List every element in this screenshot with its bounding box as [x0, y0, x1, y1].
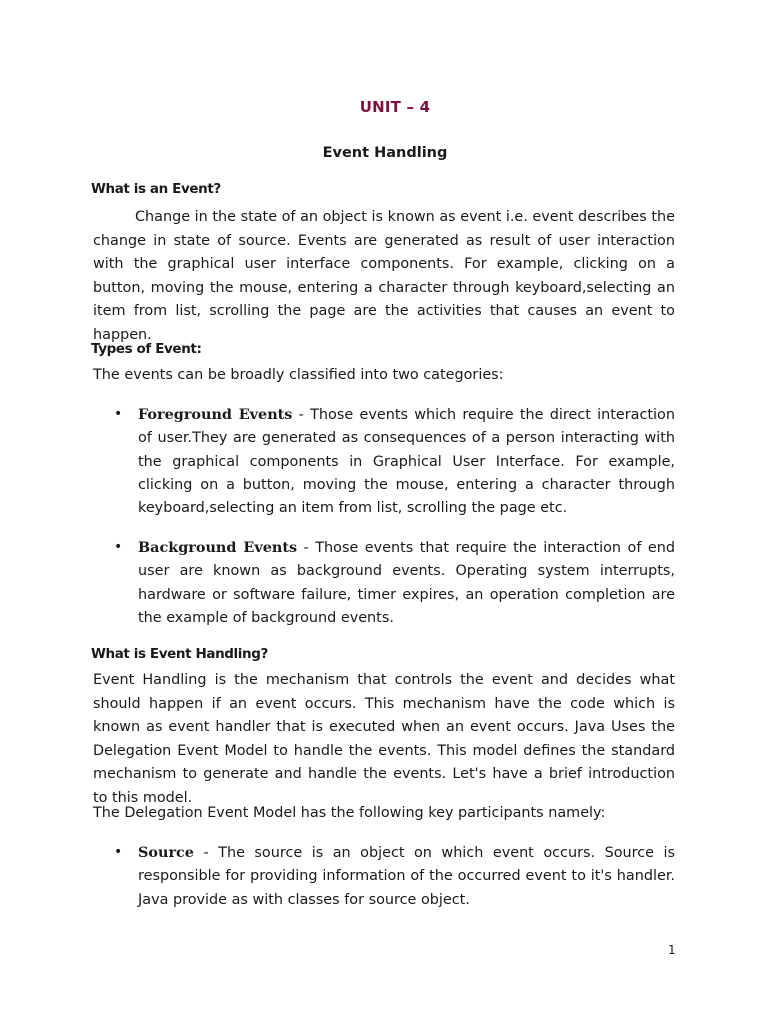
bullet-background-events: [114, 536, 675, 630]
paragraph-types-intro: The events can be broadly classified into two categories:: [93, 367, 504, 383]
unit-title: UNIT – 4: [359, 98, 431, 116]
heading-what-is-event: What is an Event?: [91, 181, 221, 197]
bullet-text: [138, 536, 675, 630]
bullet-dot: •: [114, 406, 123, 422]
bullet-source: [114, 841, 675, 912]
bullet-term-source: Source: [138, 844, 194, 861]
paragraph-what-is-event: Change in the state of an object is known as event i.e. event describes the change in state of source. Events are generated as result of user interaction with the graphical user interface components. For example, clicking on a button, moving the mouse, entering a character through keyboard,selecting an item from list, scrolling the page are the activities that causes an event to happen.: [93, 209, 675, 343]
bullet-foreground-events: [114, 403, 675, 520]
bullet-description-background: - Those events that require the interaction of end user are known as background events. Operating system interrupts, hardware or software failure, timer expires, an operation completion are the example of background events.: [138, 540, 675, 626]
bullet-dot: •: [114, 844, 123, 860]
paragraph-participants-intro: The Delegation Event Model has the following key participants namely:: [93, 805, 606, 821]
bullet-description-foreground: - Those events which require the direct interaction of user.They are generated as consequences of a person interacting with the graphical components in Graphical User Interface. For example, clicking on a button, moving the mouse, entering a character through keyboard,selecting an item from list, scrolling the page etc.: [138, 407, 675, 517]
bullet-term-background: Background Events: [138, 539, 298, 556]
page-number: 1: [668, 943, 676, 957]
bullet-text: [138, 841, 675, 912]
bullet-description-source: - The source is an object on which event occurs. Source is responsible for providing information of the occurred event to it's handler. Java provide as with classes for source object.: [138, 845, 675, 908]
bullet-term-foreground: Foreground Events: [138, 406, 293, 423]
bullet-text: [138, 403, 675, 520]
document-title: Event Handling: [322, 145, 448, 161]
bullet-dot: •: [114, 539, 123, 555]
heading-types-of-event: Types of Event:: [91, 341, 202, 357]
heading-what-is-event-handling: What is Event Handling?: [91, 646, 268, 662]
paragraph-event-handling: Event Handling is the mechanism that controls the event and decides what should happen if an event occurs. This mechanism have the code which is known as event handler that is executed when an event occurs. Java Uses the Delegation Event Model to handle the events. This model defines the standard mechanism to generate and handle the events. Let's have a brief introduction to this model.: [93, 672, 675, 806]
